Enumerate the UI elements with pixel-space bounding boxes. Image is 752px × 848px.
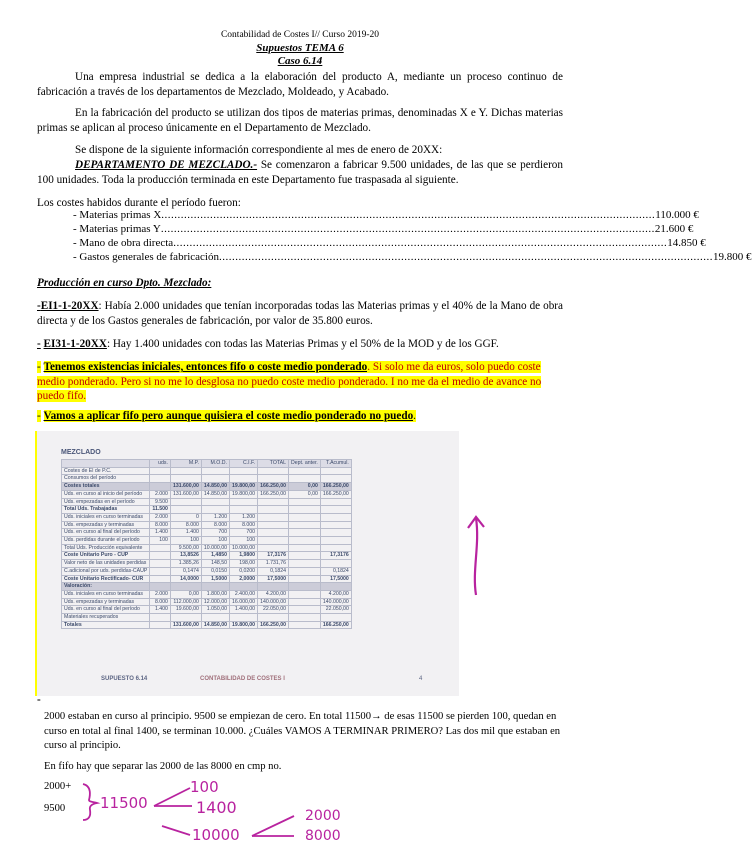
slide-cell [289, 475, 321, 483]
slide-table-header [62, 460, 352, 468]
slide-table-row [62, 475, 352, 483]
slide-cell: 2.000 [150, 490, 171, 498]
slide-title: MEZCLADO [61, 449, 101, 456]
slide-cell: 0,1474 [170, 567, 201, 575]
ei-label: EI1-1-20XX [40, 300, 99, 312]
slide-cell: 1,4850 [201, 552, 229, 560]
slide-table-row [62, 537, 352, 545]
slide-cell: 14.850,00 [201, 621, 229, 629]
slide-cell: 17,3176 [320, 552, 351, 560]
split-lines-2-icon [250, 812, 300, 842]
slide-cell [289, 590, 321, 598]
slide-cell: 166.250,00 [258, 490, 289, 498]
slide-cell: 17,5000 [320, 575, 351, 583]
slide-cell [289, 529, 321, 537]
slide-cell: Total Uds. Trabajadas [62, 506, 150, 514]
note-fifo-bold: Tenemos existencias iniciales, entonces fifo o coste medio ponderado [43, 361, 368, 373]
slide-cell: Uds. empezadas y terminadas [62, 521, 150, 529]
slide-cell [320, 537, 351, 545]
slide-cell: 19.800,00 [229, 621, 257, 629]
slide-cell: 8.000 [150, 598, 171, 606]
slide-cell [289, 567, 321, 575]
slide-cell [320, 583, 351, 591]
slide-cell: C.adicional por uds. perdidas-CAUP [62, 567, 150, 575]
slide-cell: Costes de El de P.C. [62, 467, 150, 475]
slide-table-row [62, 544, 352, 552]
slide-cell: 131.600,00 [170, 621, 201, 629]
slide-table-row [62, 590, 352, 598]
slide-cell: 1,9800 [229, 552, 257, 560]
slide-header-cell: Dept. anter. [289, 460, 321, 468]
slide-cell [229, 506, 257, 514]
slide-cell [229, 614, 257, 622]
slide-cell [258, 467, 289, 475]
brace-icon [80, 782, 100, 822]
arrow-up-icon [462, 510, 492, 600]
slide-header-cell: M.O.D. [201, 460, 229, 468]
slide-cell: Uds. perdidas durante el período [62, 537, 150, 545]
cost-value: 14.850 € [667, 237, 706, 249]
slide-cell [289, 506, 321, 514]
dept-heading: DEPARTAMENTO DE MEZCLADO.- [75, 159, 258, 171]
slide-cell: 19.800,00 [229, 483, 257, 491]
slide-cell [258, 498, 289, 506]
slide-table-row [62, 583, 352, 591]
slide-cell: 148,50 [201, 560, 229, 568]
slide-cell [258, 614, 289, 622]
slide-cell: Materiales recuperados [62, 614, 150, 622]
slide-cell: 131.600,00 [170, 490, 201, 498]
slide-cell: 1.385,26 [170, 560, 201, 568]
slide-cell: Uds. iniciales en curso terminadas [62, 590, 150, 598]
slide-cell: 19.800,00 [229, 490, 257, 498]
slide-table-row [62, 506, 352, 514]
cost-label: - Mano de obra directa [73, 237, 174, 249]
slide-cell [150, 583, 171, 591]
slide-cell [170, 506, 201, 514]
ef-label: EI31-1-20XX [43, 338, 107, 350]
slide-cell [289, 614, 321, 622]
slide-cell [320, 513, 351, 521]
slide-cell [258, 521, 289, 529]
slide-header-cell: C.I.F. [229, 460, 257, 468]
ef-paragraph [37, 337, 563, 352]
slide-cell: 10.000,00 [201, 544, 229, 552]
slide-cell: 1.200 [229, 513, 257, 521]
slide-cell [229, 498, 257, 506]
cost-row-mpy: - Materias primas Y ........................................................................................................................................................ 21.600 € [73, 223, 694, 235]
slide-cell [229, 583, 257, 591]
slide-cell [229, 467, 257, 475]
slide-cell [289, 498, 321, 506]
slide-cell [258, 506, 289, 514]
note-apply-fifo [37, 409, 563, 424]
slide-cell: Coste Unitario Puro - CUP [62, 552, 150, 560]
slide-cell: 0,00 [289, 483, 321, 491]
slide-table-row [62, 483, 352, 491]
slide-cell [289, 467, 321, 475]
slide-cell [150, 575, 171, 583]
hand-total: 11500 [100, 794, 148, 812]
slide-cell: Totales [62, 621, 150, 629]
slide-table-row [62, 614, 352, 622]
slide-cell: 8.000 [201, 521, 229, 529]
slide-cell: 1.800,00 [201, 590, 229, 598]
typed-9500: 9500 [44, 803, 66, 814]
slide-cell [229, 475, 257, 483]
slide-cell: 0,0150 [201, 567, 229, 575]
slide-cell [201, 467, 229, 475]
slide-cell [320, 614, 351, 622]
slide-cell [150, 483, 171, 491]
slide-cell: 166.250,00 [320, 490, 351, 498]
slide-header-cell: TOTAL [258, 460, 289, 468]
slide-photo [37, 431, 459, 696]
slide-cell [170, 475, 201, 483]
cost-value: 19.800 € [713, 251, 752, 263]
slide-cell: Consumos del período [62, 475, 150, 483]
slide-cell: 100 [229, 537, 257, 545]
slide-cell [258, 529, 289, 537]
slide-cell [258, 583, 289, 591]
hand-split-a: 2000 [305, 808, 341, 824]
slide-cell [289, 552, 321, 560]
slide-footer-left: SUPUESTO 6.14 [101, 676, 148, 682]
slide-cell: Uds. en curso al final del período [62, 529, 150, 537]
slide-cell: 19.600,00 [170, 606, 201, 614]
slide-cell: 9.500 [150, 498, 171, 506]
slide-table-row [62, 567, 352, 575]
slide-cell [289, 544, 321, 552]
slide-cell [320, 521, 351, 529]
slide-table-row [62, 560, 352, 568]
hand-lost: 100 [190, 778, 219, 796]
slide-cell [320, 506, 351, 514]
slide-cell [320, 544, 351, 552]
slide-cell: 1.400,00 [229, 606, 257, 614]
slide-cell: 14.850,00 [201, 490, 229, 498]
slide-cell [150, 475, 171, 483]
slide-cell: Uds. iniciales en curso terminadas [62, 513, 150, 521]
slide-cell: 13,8526 [170, 552, 201, 560]
slide-cell: 2.400,00 [229, 590, 257, 598]
slide-cell: 166.250,00 [320, 621, 351, 629]
slide-cell: Uds. en curso al final del período [62, 606, 150, 614]
slide-cell: 700 [229, 529, 257, 537]
slide-cell: 166.250,00 [320, 483, 351, 491]
slide-table-row [62, 598, 352, 606]
slide-cell: 1.200 [201, 513, 229, 521]
slide-cell: Valoración: [62, 583, 150, 591]
slide-cell: 100 [170, 537, 201, 545]
slide-cell: 140.000,00 [258, 598, 289, 606]
intro-paragraph: Una empresa industrial se dedica a la elaboración del producto A, mediante un proceso continuo de fabricación a través de los departamentos de Mezclado, Moldeado, y Acabado. [37, 71, 563, 98]
slide-cell: 100 [201, 537, 229, 545]
hand-end: 1400 [196, 798, 237, 817]
slide-cell: 1.400 [150, 606, 171, 614]
slide-cell [289, 621, 321, 629]
slide-table-row [62, 521, 352, 529]
page-header: Contabilidad de Costes I// Curso 2019-20 [220, 30, 380, 40]
production-heading: Producción en curso Dpto. Mezclado: [37, 277, 212, 289]
slide-table-row [62, 575, 352, 583]
note-fifo-text: . Si solo me da euros, solo puedo coste medio ponderado. Pero si no me lo desglosa no puedo coste medio ponderado. I no me da el medio de avance no puedo fifo. [37, 361, 542, 402]
slide-footer-mid: CONTABILIDAD DE COSTES I [200, 676, 285, 682]
slide-cell [289, 560, 321, 568]
info-intro: Se dispone de la siguiente información correspondiente al mes de enero de 20XX: [75, 144, 443, 156]
slide-header-cell [62, 460, 150, 468]
slide-cell: 198,00 [229, 560, 257, 568]
dept-paragraph [37, 158, 563, 187]
costs-intro: Los costes habidos durante el período fueron: [37, 197, 241, 209]
ei-dash: - [37, 300, 41, 312]
slide-cell [258, 544, 289, 552]
slide-cell: 8.000 [229, 521, 257, 529]
slide-cell [150, 567, 171, 575]
slide-cell: Uds. empezadas en el período [62, 498, 150, 506]
cost-row-mod: - Mano de obra directa ........................................................................................................................................................ 14.850 € [73, 237, 706, 249]
slide-cell [150, 614, 171, 622]
ei-paragraph [37, 299, 563, 328]
slide-cell [201, 506, 229, 514]
hand-finished: 10000 [192, 826, 240, 844]
slide-cell: 1.731,76 [258, 560, 289, 568]
slide-cell: 112.000,00 [170, 598, 201, 606]
slide-cell: 14.850,00 [201, 483, 229, 491]
slide-cell: Costes totales [62, 483, 150, 491]
slide-cell: 16.000,00 [229, 598, 257, 606]
ei-text: : Había 2.000 unidades que tenían incorporadas todas las Materias primas y el 40% de la Mano de obra directa y de los Gastos generales de fabricación, por valor de 35.800 euros. [37, 300, 563, 327]
slide-cell: 10.000,00 [229, 544, 257, 552]
slide-cell: 0,00 [170, 590, 201, 598]
note-dash: - [37, 410, 41, 422]
slide-cell [289, 575, 321, 583]
slide-cell [150, 560, 171, 568]
slide-cell [289, 521, 321, 529]
slide-table-row [62, 513, 352, 521]
slide-table-row [62, 552, 352, 560]
slide-cell: 0,1824 [320, 567, 351, 575]
slide-cell [150, 467, 171, 475]
slide-cell [320, 498, 351, 506]
slide-cell [258, 475, 289, 483]
slide-cell: 1.400 [170, 529, 201, 537]
slide-cell: 0,1824 [258, 567, 289, 575]
ef-text: : Hay 1.400 unidades con todas las Materias Primas y el 50% de la MOD y de los GGF. [106, 338, 499, 350]
after-dash: - [37, 694, 41, 706]
slide-cell: 1.050,00 [201, 606, 229, 614]
ef-dash: - [37, 338, 41, 350]
slide-cell [150, 621, 171, 629]
slide-cell: 131.600,00 [170, 483, 201, 491]
slide-cell [289, 583, 321, 591]
slide-cell: 0 [170, 513, 201, 521]
cost-label: - Gastos generales de fabricación [73, 251, 219, 263]
cost-row-mpx: - Materias primas X ........................................................................................................................................................ 110.000 € [73, 209, 699, 221]
slide-cell [170, 498, 201, 506]
slide-cell: 2.000 [150, 590, 171, 598]
slide-cell [258, 513, 289, 521]
slide-table [61, 459, 352, 629]
slide-cell: 166.250,00 [258, 621, 289, 629]
note-dash: - [37, 361, 41, 373]
slide-cell: 0,00 [289, 490, 321, 498]
slide-header-cell: uds. [150, 460, 171, 468]
slide-cell [320, 529, 351, 537]
slide-table-row [62, 621, 352, 629]
cost-row-ggf: - Gastos generales de fabricación ........................................................................................................................................................ 19.800 € [73, 251, 752, 263]
slide-cell [320, 467, 351, 475]
note-end: . [413, 410, 416, 422]
slide-cell [201, 614, 229, 622]
slide-header-cell: M.P. [170, 460, 201, 468]
cost-value: 110.000 € [655, 209, 699, 221]
slide-cell: Total Uds. Producción equivalente [62, 544, 150, 552]
slide-cell: 8.000 [170, 521, 201, 529]
slide-cell: 0,0200 [229, 567, 257, 575]
slide-cell [150, 544, 171, 552]
materials-paragraph: En la fabricación del producto se utilizan dos tipos de materias primas, denominadas X e Y. Dichas materias primas se aplican al proceso únicamente en el Departamento de Mezclado. [37, 107, 563, 134]
explanation-paragraph: 2000 estaban en curso al principio. 9500 se empiezan de cero. En total 11500→ de esas 11500 se pierden 100, quedan en curso en total al final 1400, se terminan 10.000. ¿Cuáles VAMOS A TERMINAR PRIMERO? Las dos mil que estaban en curso al principio. [44, 711, 561, 751]
slide-cell: 22.050,00 [258, 606, 289, 614]
slide-cell: 12.000,00 [201, 598, 229, 606]
slide-cell [289, 606, 321, 614]
slide-table-row [62, 606, 352, 614]
slide-cell: 140.000,00 [320, 598, 351, 606]
slide-cell: 11.500 [150, 506, 171, 514]
slide-header-cell: T.Acumul. [320, 460, 351, 468]
slide-cell: 9.500,00 [170, 544, 201, 552]
slide-cell [320, 475, 351, 483]
slide-cell: Uds. en curso al inicio del período [62, 490, 150, 498]
slide-cell: 1.400 [150, 529, 171, 537]
slide-cell [289, 537, 321, 545]
slide-cell [170, 467, 201, 475]
page-title: Supuestos TEMA 6 [256, 42, 344, 54]
slide-cell: 166.250,00 [258, 483, 289, 491]
slide-cell: 17,3176 [258, 552, 289, 560]
slide-cell [170, 614, 201, 622]
slide-table-row [62, 467, 352, 475]
slide-cell [201, 498, 229, 506]
hand-split-b: 8000 [305, 828, 341, 844]
slide-cell: 14,0000 [170, 575, 201, 583]
case-title: Caso 6.14 [277, 55, 323, 67]
slide-cell [320, 560, 351, 568]
slide-cell: 700 [201, 529, 229, 537]
cost-label: - Materias primas X [73, 209, 162, 221]
slide-cell: 1,5000 [201, 575, 229, 583]
slide-cell: 22.050,00 [320, 606, 351, 614]
slide-cell [289, 513, 321, 521]
typed-2000: 2000+ [44, 781, 72, 792]
fifo-note: En fifo hay que separar las 2000 de las 8000 en cmp no. [44, 761, 282, 772]
cost-value: 21.600 € [654, 223, 694, 235]
slide-table-row [62, 529, 352, 537]
slide-cell [201, 583, 229, 591]
slide-cell: Uds. empezadas y terminadas [62, 598, 150, 606]
slide-cell: 2.000 [150, 513, 171, 521]
slide-cell: 4.200,00 [320, 590, 351, 598]
slide-cell: 4.200,00 [258, 590, 289, 598]
slide-cell [258, 537, 289, 545]
slide-table-row [62, 490, 352, 498]
slide-cell [201, 475, 229, 483]
slide-cell [170, 583, 201, 591]
slide-cell: Valor neto de las unidades perdidas [62, 560, 150, 568]
slide-cell: 17,5000 [258, 575, 289, 583]
note-fifo-paragraph [37, 360, 563, 404]
slide-page-number: 4 [419, 676, 423, 682]
slide-cell [289, 598, 321, 606]
slide-cell: Coste Unitario Rectificado- CUR [62, 575, 150, 583]
cost-label: - Materias primas Y [73, 223, 161, 235]
slide-cell [150, 552, 171, 560]
slide-cell: 2,0000 [229, 575, 257, 583]
note-apply-bold: Vamos a aplicar fifo pero aunque quisiera el coste medio ponderado no puedo [43, 410, 414, 422]
slide-cell: 100 [150, 537, 171, 545]
slide-table-row [62, 498, 352, 506]
dept-text: Se comenzaron a fabricar 9.500 unidades, de las que se perdieron 100 unidades. Toda la producción terminada en este Departamento fue traspasada al siguiente. [37, 159, 563, 186]
slide-cell: 8.000 [150, 521, 171, 529]
